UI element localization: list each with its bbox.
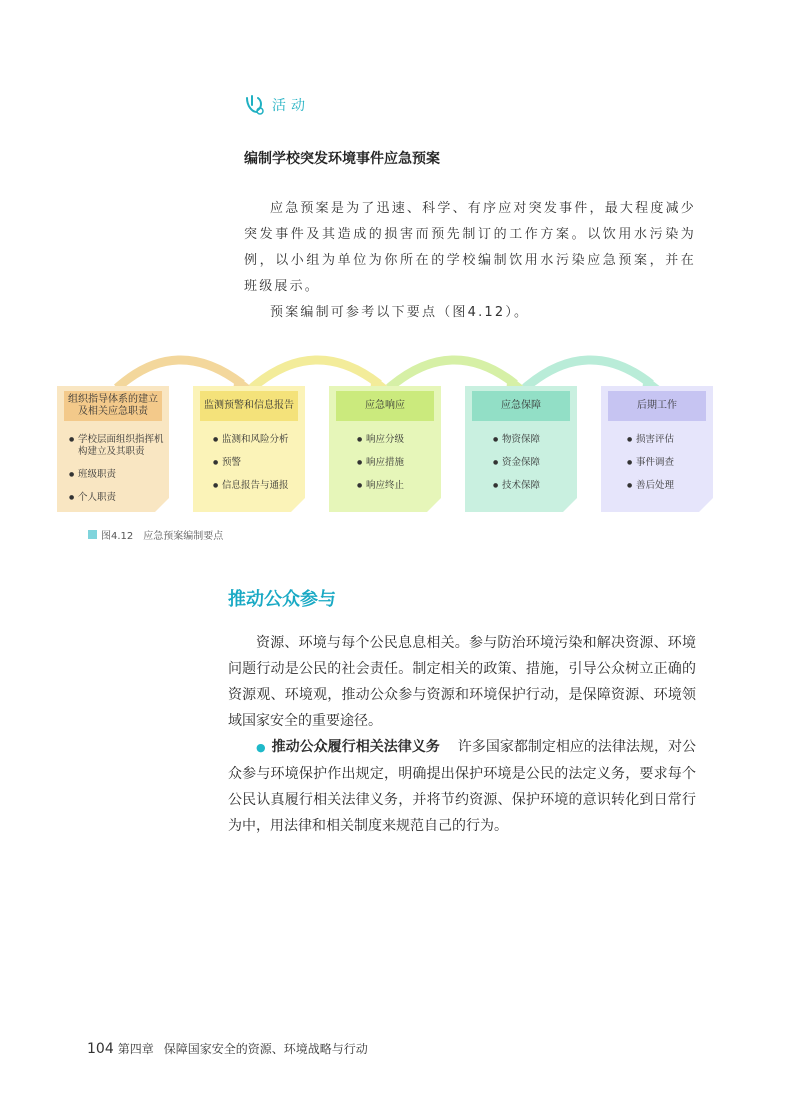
step-item: ● 信息报告与通报 [213,480,309,492]
activity-title: 编制学校突发环境事件应急预案 [244,151,440,167]
step-items [213,434,309,503]
chapter-title: 保障国家安全的资源、环境战略与行动 [163,1042,368,1056]
page-number: 104 [87,1041,114,1057]
activity-label: 活动 [272,98,310,114]
step-title: 后期工作 [637,400,677,411]
step-items [69,434,165,515]
activity-paragraph: 预案编制可参考以下要点（图4.12）。 [270,305,530,320]
step-title: 监测预警和信息报告 [204,400,294,411]
step-item: ● 个人职责 [69,492,165,504]
step-title: 组织指导体系的建立及相关应急职责 [68,394,158,417]
section-title: 推动公众参与 [228,589,336,610]
section-paragraph: 资源、环境与每个公民息息相关。参与防治环境污染和解决资源、环境问题行动是公民的社会责任。制定相关的政策、措施，引导公众树立正确的资源观、环境观，推动公众参与资源和环境保护行动，是保障资源、环境领域国家安全的重要途径。 [228,635,696,729]
step-card [193,386,305,512]
step-items [493,434,589,503]
bullet-text: 许多国家都制定相应的法律法规，对公众参与环境保护作出规定，明确提出保护环境是公民的法定义务，要求每个公民认真履行相关法律义务，并将节约资源、保护环境的意识转化到日常行为中，用法律和相关制度来规范自己的行为。 [228,739,697,834]
step-item: ● 物资保障 [493,434,589,446]
step-item: ● 善后处理 [627,480,723,492]
figure-emergency-plan [57,340,727,520]
step-item: ● 监测和风险分析 [213,434,309,446]
step-item: ● 班级职责 [69,469,165,481]
step-item: ● 响应措施 [357,457,453,469]
page-footer [87,1040,368,1057]
step-items [627,434,723,503]
step-item: ● 学校层面组织指挥机构建立及其职责 [69,434,165,458]
step-item: ● 响应分级 [357,434,453,446]
activity-header [244,92,310,118]
activity-paragraph: 应急预案是为了迅速、科学、有序应对突发事件，最大程度减少突发事件及其造成的损害而预先制订的工作方案。以饮用水污染为例，以小组为单位为你所在的学校编制饮用水污染应急预案，并在班级展示。 [244,201,696,294]
step-item: ● 响应终止 [357,480,453,492]
caption-text: 应急预案编制要点 [143,531,224,542]
chapter-label: 第四章 [117,1042,154,1056]
step-items [357,434,453,503]
caption-marker [88,530,97,539]
caption-number: 图4.12 [101,531,134,542]
activity-body [244,196,696,326]
step-card [57,386,169,512]
step-item: ● 预警 [213,457,309,469]
figure-caption [88,527,223,542]
section-body [228,630,696,839]
step-card [601,386,713,512]
bullet-heading: 推动公众履行相关法律义务 [271,739,440,755]
activity-icon [244,92,266,118]
step-item: ● 损害评估 [627,434,723,446]
step-item: ● 事件调查 [627,457,723,469]
step-title: 应急响应 [365,400,405,411]
bullet-dot-icon: ● [256,741,266,754]
step-card [465,386,577,512]
step-item: ● 资金保障 [493,457,589,469]
step-title: 应急保障 [501,400,541,411]
step-card [329,386,441,512]
step-item: ● 技术保障 [493,480,589,492]
bullet-paragraph [228,734,696,839]
